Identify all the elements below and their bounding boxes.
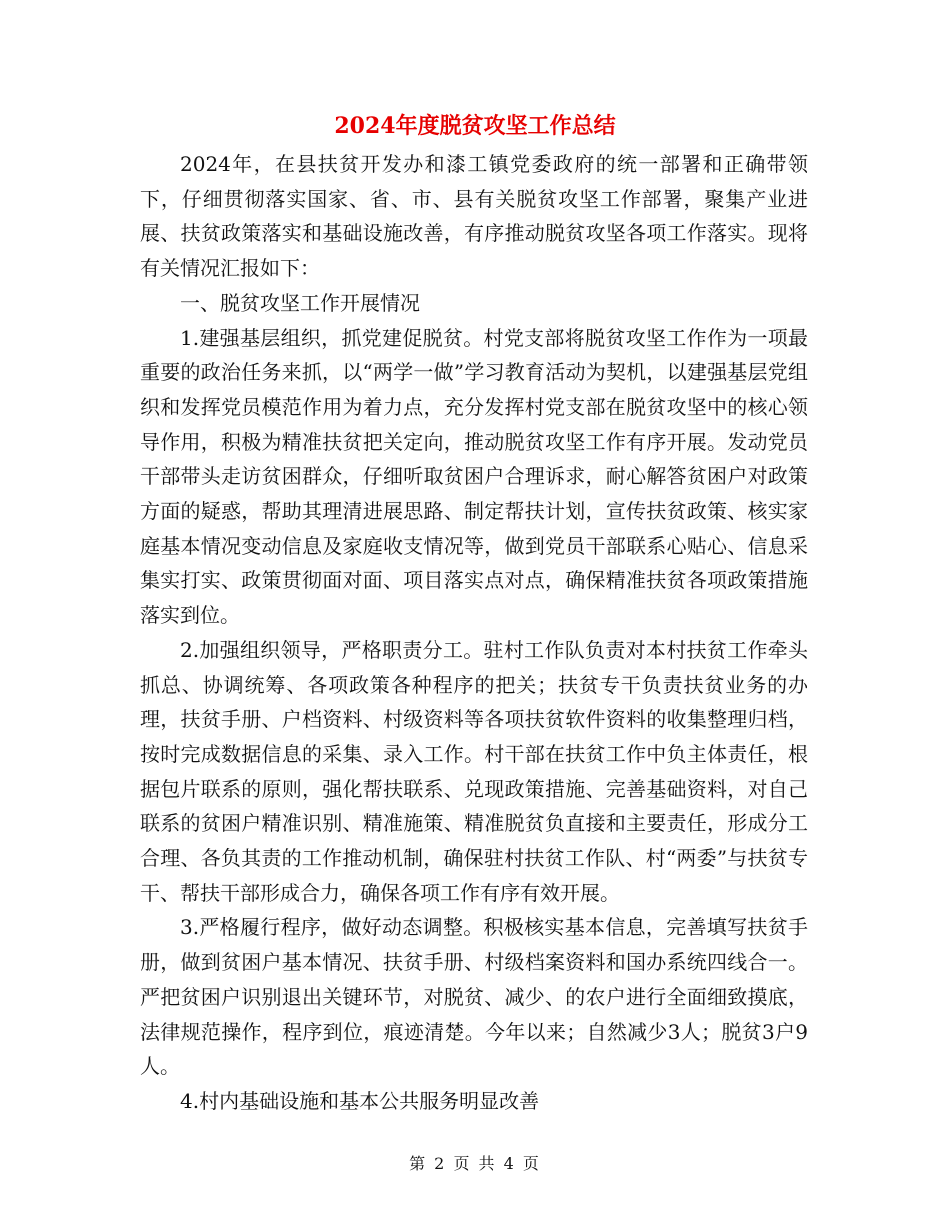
document-body bbox=[140, 147, 808, 1119]
paragraph-item-2: 2.加强组织领导，严格职责分工。驻村工作队负责对本村扶贫工作牵头抓总、协调统筹、各项政策各种程序的把关；扶贫专干负责扶贫业务的办理，扶贫手册、户档资料、村级资料等各项扶贫软件资料的收集整理归档，按时完成数据信息的采集、录入工作。村干部在扶贫工作中负主体责任，根据包片联系的原则，强化帮扶联系、兑现政策措施、完善基础资料，对自己联系的贫困户精准识别、精准施策、精准脱贫负直接和主要责任，形成分工合理、各负其责的工作推动机制，确保驻村扶贫工作队、村“两委”与扶贫专干、帮扶干部形成合力，确保各项工作有序有效开展。 bbox=[140, 637, 808, 905]
section-heading-1: 一、脱贫攻坚工作开展情况 bbox=[180, 290, 420, 315]
paragraph-item-1: 1.建强基层组织，抓党建促脱贫。村党支部将脱贫攻坚工作作为一项最重要的政治任务来抓，以“两学一做”学习教育活动为契机，以建强基层党组织和发挥党员模范作用为着力点，充分发挥村党支部在脱贫攻坚中的核心领导作用，积极为精准扶贫把关定向，推动脱贫攻坚工作有序开展。发动党员干部带头走访贫困群众，仔细听取贫困户合理诉求，耐心解答贫困户对政策方面的疑惑，帮助其理清进展思路、制定帮扶计划，宣传扶贫政策、核实家庭基本情况变动信息及家庭收支情况等，做到党员干部联系心贴心、信息采集实打实、政策贯彻面对面、项目落实点对点，确保精准扶贫各项政策措施落实到位。 bbox=[140, 325, 808, 628]
paragraph-intro: 2024年，在县扶贫开发办和漆工镇党委政府的统一部署和正确带领下，仔细贯彻落实国家、省、市、县有关脱贫攻坚工作部署，聚集产业进展、扶贫政策落实和基础设施改善，有序推动脱贫攻坚各项工作落实。现将有关情况汇报如下： bbox=[140, 152, 808, 281]
paragraph-item-4: 4.村内基础设施和基本公共服务明显改善 bbox=[180, 1088, 540, 1113]
document-title: 2024年度脱贫攻坚工作总结 bbox=[334, 113, 616, 139]
page-number-footer: 第 2 页 共 4 页 bbox=[409, 1154, 541, 1173]
paragraph-item-3: 3.严格履行程序，做好动态调整。积极核实基本信息，完善填写扶贫手册，做到贫困户基本情况、扶贫手册、村级档案资料和国办系统四线合一。严把贫困户识别退出关键环节，对脱贫、减少、的农户进行全面细致摸底，法律规范操作，程序到位，痕迹清楚。今年以来；自然减少3人；脱贫3户9人。 bbox=[140, 915, 808, 1079]
